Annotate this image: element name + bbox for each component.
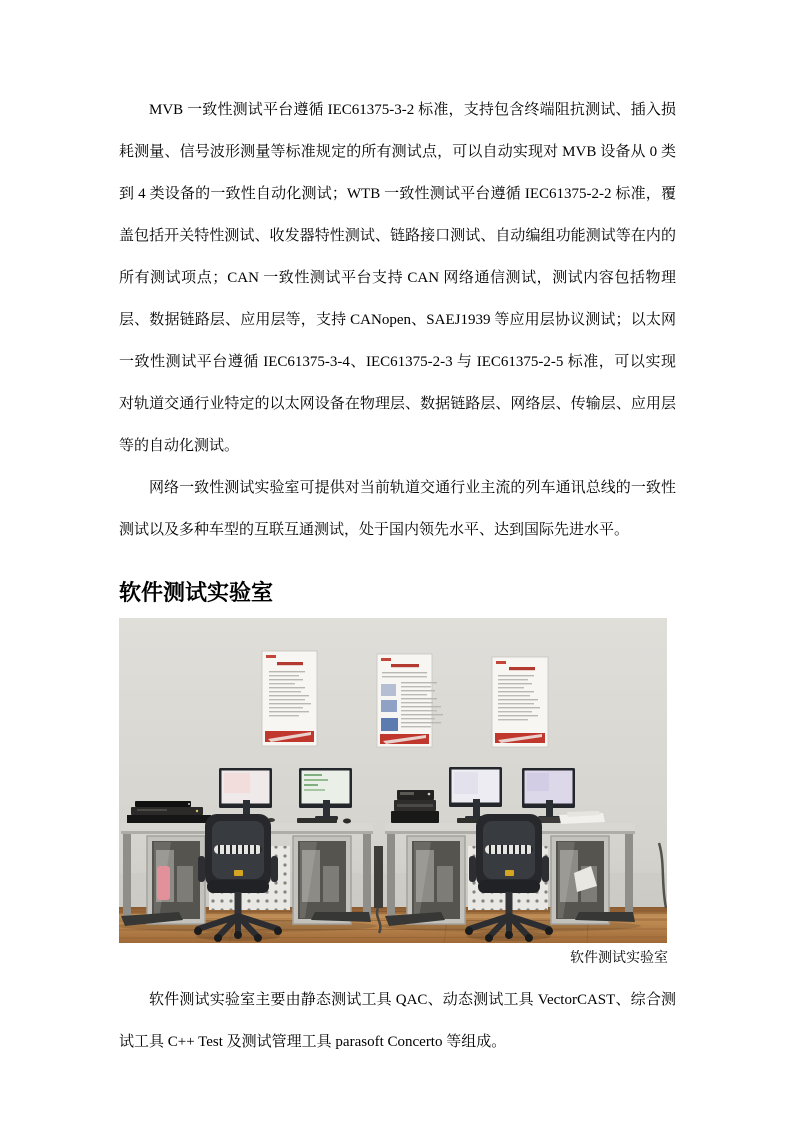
document-content: [119, 89, 676, 1063]
photo-caption: 软件测试实验室: [570, 951, 668, 966]
paragraph-software-tools: 软件测试实验室主要由静态测试工具 QAC、动态测试工具 VectorCAST、综合测试工具 C++ Test 及测试管理工具 parasoft Concerto 等组成。: [119, 992, 676, 1050]
software-lab-photo: [119, 618, 667, 943]
wall-poster-left: [262, 651, 317, 746]
printer: [391, 790, 439, 823]
section-heading-software-lab: 软件测试实验室: [119, 580, 274, 605]
paragraph-mvb-conformance: MVB 一致性测试平台遵循 IEC61375-3-2 标准，支持包含终端阻抗测试、插入损耗测量、信号波形测量等标准规定的所有测试点，可以自动实现对 MVB 设备从 0 类到 4 类设备的一致性自动化测试；WTB 一致性测试平台遵循 IEC61375-2-2 标准，覆盖包括开关特性测试、收发器特性测试、链路接口测试、自动编组功能测试等在内的所有测试项点；CAN 一致性测试平台支持 CAN 网络通信测试，测试内容包括物理层、数据链路层、应用层等，支持 CANopen、SAEJ1939 等应用层协议测试；以太网一致性测试平台遵循 IEC61375-3-4、IEC61375-2-3 与 IEC61375-2-5 标准，可以实现对轨道交通行业特定的以太网设备在物理层、数据链路层、网络层、传输层、应用层等的自动化测试。: [119, 102, 676, 454]
software-lab-photo-graphic: [119, 618, 667, 943]
paragraph-network-lab: 网络一致性测试实验室可提供对当前轨道交通行业主流的列车通讯总线的一致性测试以及多种车型的互联互通测试，处于国内领先水平、达到国际先进水平。: [119, 480, 676, 538]
wall-poster-right: [492, 657, 548, 747]
